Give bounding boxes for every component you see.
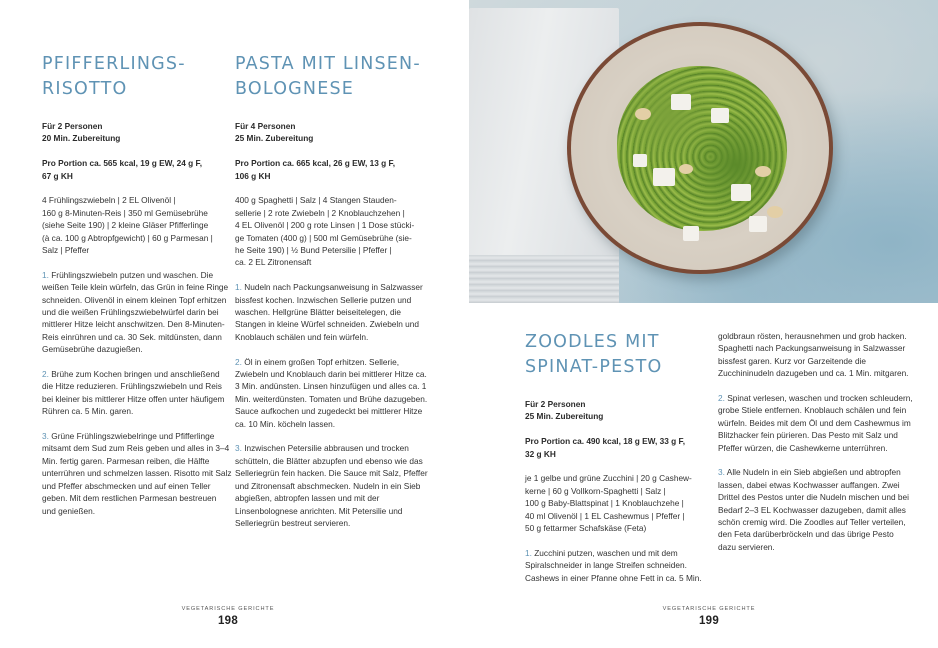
ingredient-line: 160 g 8-Minuten-Reis | 350 ml Gemüsebrühe <box>42 207 208 218</box>
instruction-step <box>42 368 232 418</box>
step-number: 1. <box>235 282 242 293</box>
cashew-piece <box>755 166 771 177</box>
page-number: 198 <box>217 615 239 627</box>
recipe-photo <box>469 0 938 303</box>
ingredient-line: kerne | 60 g Vollkorn-Spaghetti | Salz | <box>525 485 666 496</box>
ingredient-line: he Seite 190) | ½ Bund Petersilie | Pfeffer | <box>235 245 392 256</box>
step-text: Zucchini putzen, waschen und mit dem Spiralschneider in lange Streifen schneiden. Cashews in einer Pfanne ohne Fett in ca. 5 Min. <box>525 547 702 583</box>
nutrition-line1: Pro Portion ca. 565 kcal, 19 g EW, 24 g F, <box>42 158 203 169</box>
ingredients-list <box>235 194 431 268</box>
step-number: 2. <box>42 369 49 380</box>
instruction-step <box>235 356 431 430</box>
section-label: VEGETARISCHE GERICHTE <box>662 606 756 612</box>
bowl-graphic <box>567 22 833 274</box>
recipe-title-line1: PASTA MIT LINSEN- <box>235 54 421 74</box>
prep-time: 25 Min. Zubereitung <box>235 133 314 144</box>
ingredient-line: 400 g Spaghetti | Salz | 4 Stangen Stauden- <box>235 195 397 206</box>
prep-time: 20 Min. Zubereitung <box>42 133 121 144</box>
feta-piece <box>749 216 767 232</box>
page-footer <box>609 606 809 627</box>
ingredient-line: sellerie | 2 rote Zwiebeln | 2 Knoblauchzehen | <box>235 207 405 218</box>
servings: Für 2 Personen <box>42 121 103 131</box>
ingredients-list <box>525 472 715 534</box>
nutrition-line2: 67 g KH <box>42 170 73 181</box>
recipe-title-line2: BOLOGNESE <box>235 79 355 99</box>
ingredient-line: ge Tomaten (400 g) | 500 ml Gemüsebrühe (sie- <box>235 232 412 243</box>
nutrition-info <box>42 157 232 182</box>
step-number: 3. <box>235 443 242 454</box>
ingredient-line: 4 EL Olivenöl | 200 g rote Linsen | 1 Dose stücki- <box>235 220 415 231</box>
recipe-pasta-linsen-bolognese <box>235 52 431 529</box>
recipe-zoodles-continued <box>718 330 914 553</box>
recipe-title-line1: PFIFFERLINGS- <box>42 54 186 74</box>
recipe-title <box>42 52 232 102</box>
step-text: Inzwischen Petersilie abbrausen und trocken schütteln, die Blätter abzupfen und ebenso wie das Selleriegrün fein hacken. Die Sauce mit Salz, Pfeffer und Zitronensaft abschmecken. Nudeln in ein Sieb abgießen, abtropfen lassen und mit der Linsenbolognese anrichten. Mit Petersilie und Selleriegrün bestreut servieren. <box>235 443 428 528</box>
recipe-meta <box>235 120 431 145</box>
step-text: Brühe zum Kochen bringen und anschließend die Hitze reduzieren. Frühlingszwiebeln und Reis bei kleiner bis mittlerer Hitze offen unter häufigem Rühren ca. 5 Min. garen. <box>42 369 225 417</box>
page-number: 199 <box>698 615 720 627</box>
step-number: 3. <box>718 467 725 478</box>
recipe-meta <box>42 120 232 145</box>
instruction-step <box>525 547 715 584</box>
nutrition-line1: Pro Portion ca. 665 kcal, 26 g EW, 13 g F, <box>235 158 396 169</box>
ingredient-line: (à ca. 100 g Abtropfgewicht) | 60 g Parmesan | <box>42 232 213 243</box>
step-text: Alle Nudeln in ein Sieb abgießen und abtropfen lassen, dabei etwas Kochwasser auffangen. Zwei Drittel des Pestos unter die Nudeln mischen und bei Bedarf 2–3 EL Kochwasser dazugeben, damit alles schön cremig wird. Die Zoodles auf Teller verteilen, den Feta darüberbröckeln und das übrige Pesto dazu servieren. <box>718 467 909 552</box>
cashew-piece <box>679 164 693 174</box>
page-footer <box>128 606 328 627</box>
servings: Für 2 Personen <box>525 399 586 409</box>
step-text: Spinat verlesen, waschen und trocken schleudern, grobe Stiele entfernen. Knoblauch schälen und fein würfeln. Beides mit dem Öl und dem Cashewmus im Blitzhacker fein pürieren. Das Pesto mit Salz und Pfeffer würzen, die Cashewkerne unterrühren. <box>718 393 913 453</box>
feta-piece <box>731 184 751 201</box>
recipe-meta <box>525 398 715 423</box>
recipe-title-line2: RISOTTO <box>42 79 128 99</box>
recipe-pfifferlings-risotto <box>42 52 232 517</box>
ingredient-line: 4 Frühlingszwiebeln | 2 EL Olivenöl | <box>42 195 176 206</box>
instruction-step <box>42 430 232 517</box>
napkin-fold-graphic <box>469 255 619 303</box>
step-number: 2. <box>718 393 725 404</box>
instruction-step <box>235 281 431 343</box>
feta-piece <box>653 168 675 186</box>
feta-piece <box>633 154 647 167</box>
cashew-piece <box>767 206 783 218</box>
nutrition-info <box>235 157 431 182</box>
ingredient-line: 100 g Baby-Blattspinat | 1 Knoblauchzehe | <box>525 498 684 509</box>
prep-time: 25 Min. Zubereitung <box>525 411 604 422</box>
step-text: Öl in einem großen Topf erhitzen. Sellerie, Zwiebeln und Knoblauch darin bei mittlerer Hitze ca. 3 Min. andünsten. Linsen hinzufügen und alles ca. 1 Min. weiterdünsten. Tomaten und Brühe dazugeben. Sauce aufkochen und zugedeckt bei mittlerer Hitze ca. 10 Min. köcheln lassen. <box>235 356 428 429</box>
cashew-piece <box>635 108 651 120</box>
instruction-step <box>235 442 431 529</box>
step-number: 1. <box>42 269 49 280</box>
step-text: Frühlingszwiebeln putzen und waschen. Die weißen Teile klein würfeln, das Grün in feine Ringe schneiden. Olivenöl in einem kleinen Topf erhitzen und die weißen Frühlingszwiebelwürfel darin bei mittlerer Hitze leicht anschwitzen. Den 8-Minuten-Reis einrühren und ca. 30 Sek. mitdünsten, dann Gemüsebrühe dazugießen. <box>42 269 229 355</box>
step-number: 3. <box>42 431 49 442</box>
recipe-title-line2: SPINAT-PESTO <box>525 357 663 377</box>
nutrition-line2: 32 g KH <box>525 448 556 459</box>
instruction-step <box>718 466 914 553</box>
step-continued-text: goldbraun rösten, herausnehmen und grob hacken. Spaghetti nach Packungsanweisung in Salzwasser bissfest garen. Kurz vor Garzeitende die Zucchininudeln dazugeben und ca. 1 Min. mitgaren. <box>718 331 909 379</box>
recipe-zoodles-spinat-pesto <box>525 330 715 584</box>
recipe-title <box>235 52 431 102</box>
ingredient-line: (siehe Seite 190) | 2 kleine Gläser Pfifferlinge <box>42 220 209 231</box>
ingredient-line: 50 g fettarmer Schafskäse (Feta) <box>525 523 647 534</box>
recipe-title <box>525 330 715 380</box>
bowl-inner-graphic <box>571 26 829 270</box>
ingredient-line: Salz | Pfeffer <box>42 245 90 256</box>
instruction-step <box>718 392 914 454</box>
ingredient-line: ca. 2 EL Zitronensaft <box>235 257 312 268</box>
step-text: Grüne Frühlingszwiebelringe und Pfifferlinge mitsamt dem Sud zum Reis geben und alles in 3–4 Min. fertig garen. Parmesan reiben, die Hälfte unterrühren und schmelzen lassen. Risotto mit Salz und Pfeffer abschmecken und auf einen Teller geben. Mit dem restlichen Parmesan bestreuen und genießen. <box>42 431 232 516</box>
nutrition-line2: 106 g KH <box>235 170 271 181</box>
step-number: 2. <box>235 356 242 367</box>
section-label: VEGETARISCHE GERICHTE <box>181 606 275 612</box>
ingredients-list <box>42 194 232 256</box>
instruction-step <box>42 269 232 356</box>
feta-piece <box>711 108 729 123</box>
step-text: Nudeln nach Packungsanweisung in Salzwasser bissfest kochen. Inzwischen Sellerie putzen und waschen. Hellgrüne Blätter beiseitelegen, die Stangen in kleine Würfel schneiden. Zwiebeln und Knoblauch schälen und fein würfeln. <box>235 282 423 342</box>
ingredient-line: 40 ml Olivenöl | 1 EL Cashewmus | Pfeffer | <box>525 510 685 521</box>
nutrition-info <box>525 435 715 460</box>
zoodles-graphic <box>617 66 787 231</box>
recipe-title-line1: ZOODLES MIT <box>525 332 660 352</box>
ingredient-line: je 1 gelbe und grüne Zucchini | 20 g Cashew- <box>525 473 692 484</box>
step-number: 1. <box>525 547 532 558</box>
nutrition-line1: Pro Portion ca. 490 kcal, 18 g EW, 33 g F, <box>525 436 686 447</box>
feta-piece <box>671 94 691 110</box>
feta-piece <box>683 226 699 241</box>
servings: Für 4 Personen <box>235 121 296 131</box>
